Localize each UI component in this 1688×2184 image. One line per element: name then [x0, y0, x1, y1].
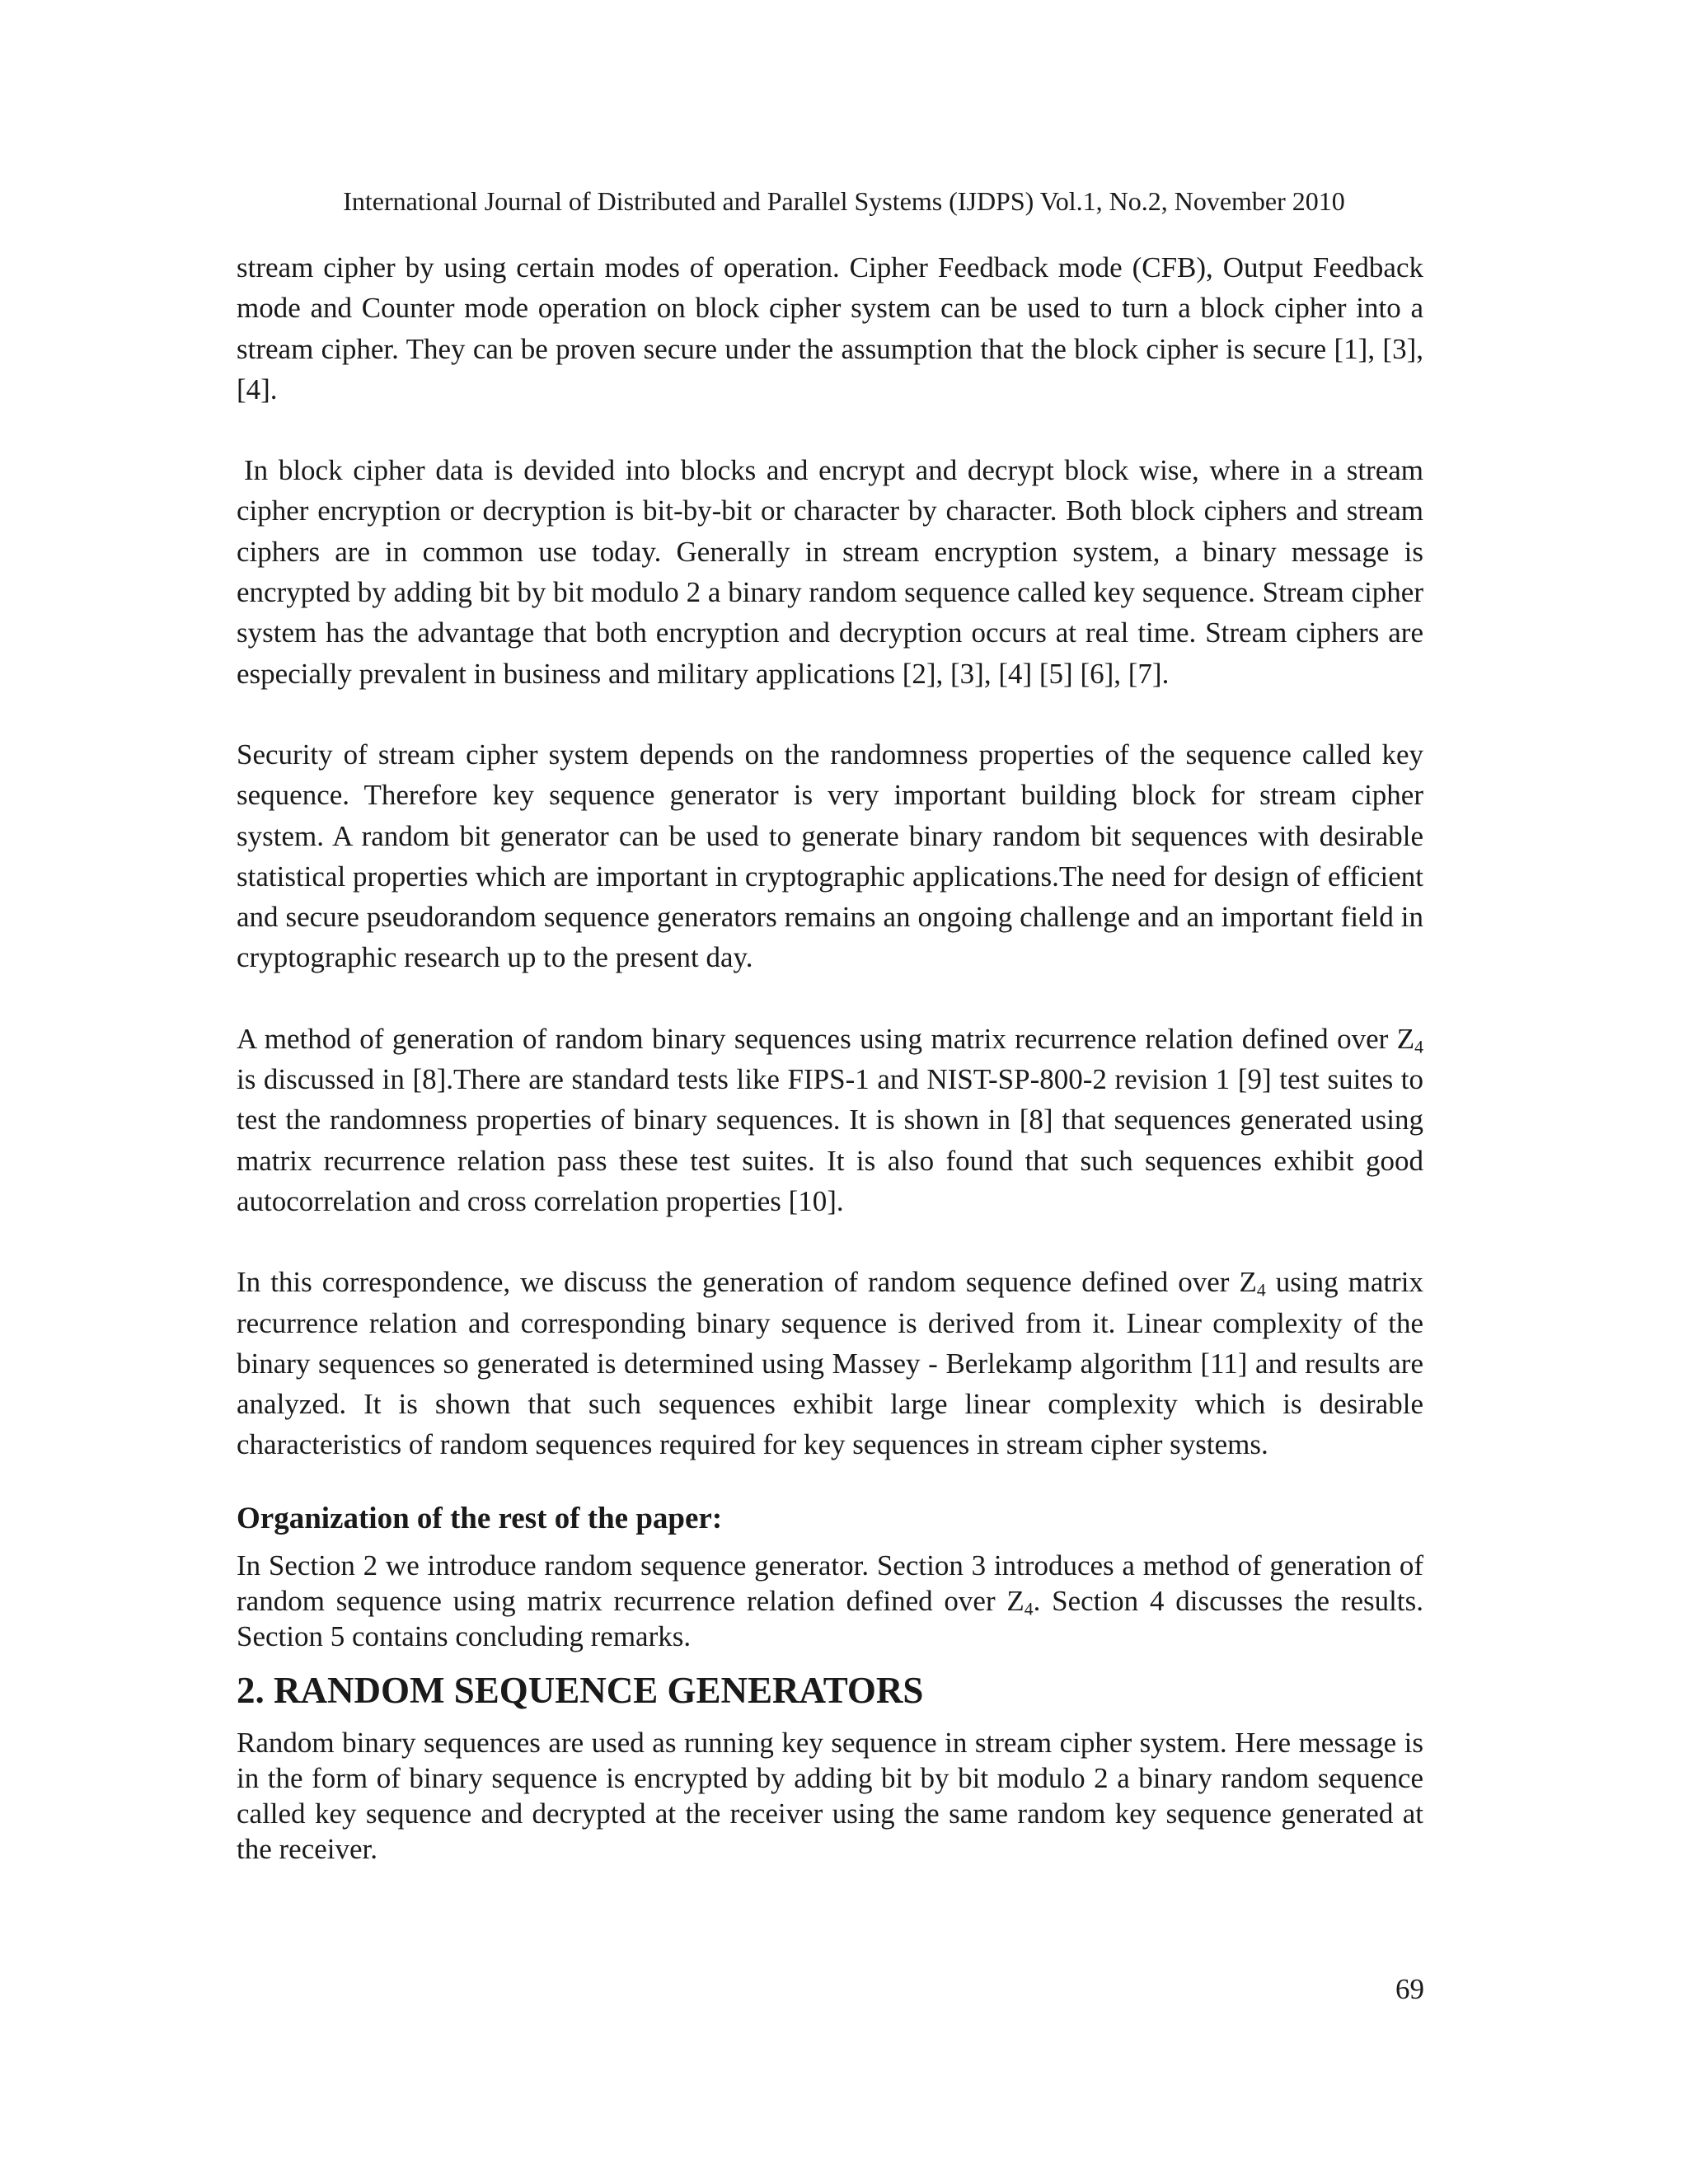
heading-gap: [237, 1540, 1423, 1548]
text-run: . Section 4 discusses the results. Section 5 contains concluding remarks.: [237, 1584, 1423, 1652]
text-run: is discussed in [8].There are standard tests like FIPS-1 and NIST-SP-800-2 revision 1 [9] test suites to test the randomness properties of binary sequences. It is shown in [8] that sequences generated using matrix recurrence relation pass these test suites. It is also found that such sequences exhibit good autocorrelation and cross correlation properties [10].: [237, 1063, 1423, 1217]
paragraph-organization: [237, 1548, 1423, 1654]
paragraph-gap: [237, 694, 1423, 734]
subscript: 4: [1024, 1599, 1034, 1619]
page-body: [237, 247, 1423, 1867]
subscript: 4: [1414, 1037, 1423, 1057]
running-header: International Journal of Distributed and Parallel Systems (IJDPS) Vol.1, No.2, November 2010: [343, 186, 1345, 216]
paragraph-gap: [237, 1221, 1423, 1262]
section-2-heading: 2. RANDOM SEQUENCE GENERATORS: [237, 1669, 924, 1711]
paragraph-security: Security of stream cipher system depends on the randomness properties of the sequence called key sequence. Therefore key sequence generator is very important building block for stream cipher system. A random bit generator can be used to generate binary random bit sequences with desirable statistical properties which are important in cryptographic applications.The need for design of efficient and secure pseudorandom sequence generators remains an ongoing challenge and an important field in cryptographic research up to the present day.: [237, 738, 1423, 974]
text-run: using matrix recurrence relation and corresponding binary sequence is derived from it. Linear complexity of the binary sequences so generated is determined using Massey - Berlekamp algorithm [11] and results are analyzed. It is shown that such sequences exhibit large linear complexity which is desirable characteristics of random sequences required for key sequences in stream cipher systems.: [237, 1266, 1423, 1461]
paragraph-block-vs-stream: In block cipher data is devided into blocks and encrypt and decrypt block wise, where in a stream cipher encryption or decryption is bit-by-bit or character by character. Both block ciphers and stream ciphers are in common use today. Generally in stream encryption system, a binary message is encrypted by adding bit by bit modulo 2 a binary random sequence called key sequence. Stream cipher system has the advantage that both encryption and decryption occurs at real time. Stream ciphers are especially prevalent in business and military applications [2], [3], [4] [5] [6], [7].: [237, 454, 1423, 690]
text-run: A method of generation of random binary sequences using matrix recurrence relation defined over Z: [237, 1022, 1415, 1055]
paragraph-cipher-modes: stream cipher by using certain modes of operation. Cipher Feedback mode (CFB), Output Feedback mode and Counter mode operation on block cipher system can be used to turn a block cipher into a stream cipher. They can be proven secure under the assumption that the block cipher is secure [1], [3], [4].: [237, 251, 1423, 405]
paragraph-gap: [237, 1465, 1423, 1498]
subscript: 4: [1256, 1280, 1266, 1301]
paragraph-random-binary: Random binary sequences are used as running key sequence in stream cipher system. Here message is in the form of binary sequence is encrypted by adding bit by bit modulo 2 a binary random sequence called key sequence and decrypted at the receiver using the same random key sequence generated at the receiver.: [237, 1726, 1423, 1865]
paragraph-correspondence: [237, 1262, 1423, 1465]
page-number: 69: [1395, 1973, 1424, 2005]
organization-heading: Organization of the rest of the paper:: [237, 1501, 723, 1535]
text-run: In Section 2 we introduce random sequence generator. Section 3 introduces a method of generation of random sequence using matrix recurrence relation defined over Z: [237, 1549, 1423, 1617]
heading-gap: [237, 1715, 1423, 1725]
text-run: In this correspondence, we discuss the generation of random sequence defined over Z: [237, 1266, 1257, 1299]
paragraph-gap: [237, 410, 1423, 450]
heading-gap: [237, 1654, 1423, 1666]
paragraph-gap: [237, 978, 1423, 1019]
paragraph-matrix-method: [237, 1019, 1423, 1221]
